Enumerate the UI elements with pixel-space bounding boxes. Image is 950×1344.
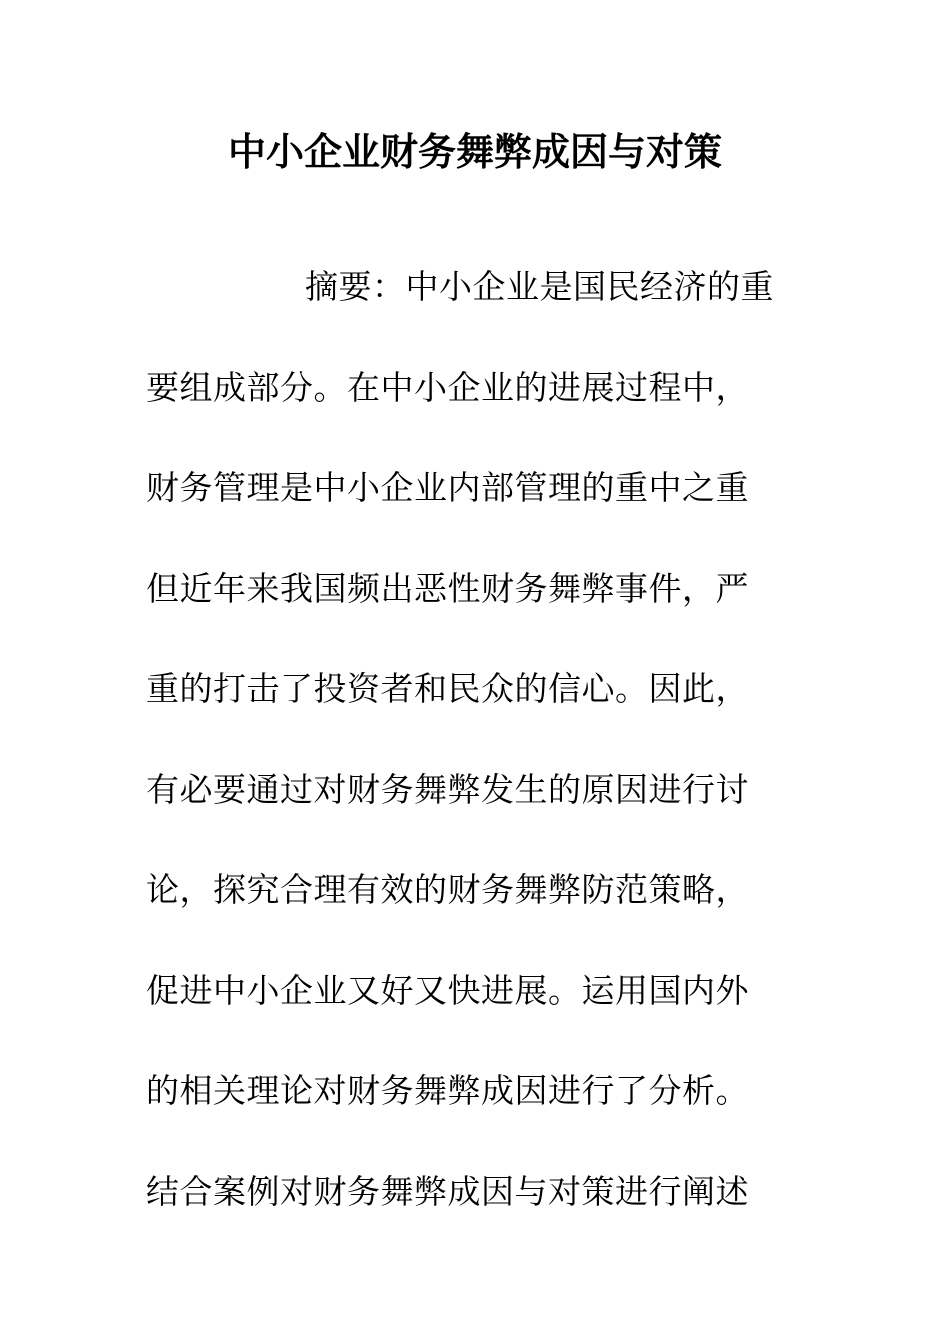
text-line: 财务管理是中小企业内部管理的重中之重 xyxy=(146,468,749,507)
text-line: 重的打击了投资者和民众的信心。因此， xyxy=(146,669,749,708)
text-line: 要组成部分。在中小企业的进展过程中， xyxy=(146,367,749,407)
text-line: 论，探究合理有效的财务舞弊防范策略， xyxy=(146,870,749,909)
text-line: 的相关理论对财务舞弊成因进行了分析。 xyxy=(146,1071,749,1110)
text-line: 摘要：中小企业是国民经济的重 xyxy=(305,267,774,306)
document-title: 中小企业财务舞弊成因与对策 xyxy=(227,130,722,174)
text-line: 但近年来我国频出恶性财务舞弊事件，严 xyxy=(146,568,749,608)
text-line: 结合案例对财务舞弊成因与对策进行阐述 xyxy=(146,1171,749,1211)
text-line: 促进中小企业又好又快进展。运用国内外 xyxy=(146,970,749,1010)
text-line: 有必要通过对财务舞弊发生的原因进行讨 xyxy=(146,769,749,809)
abstract-paragraph xyxy=(146,256,806,1261)
